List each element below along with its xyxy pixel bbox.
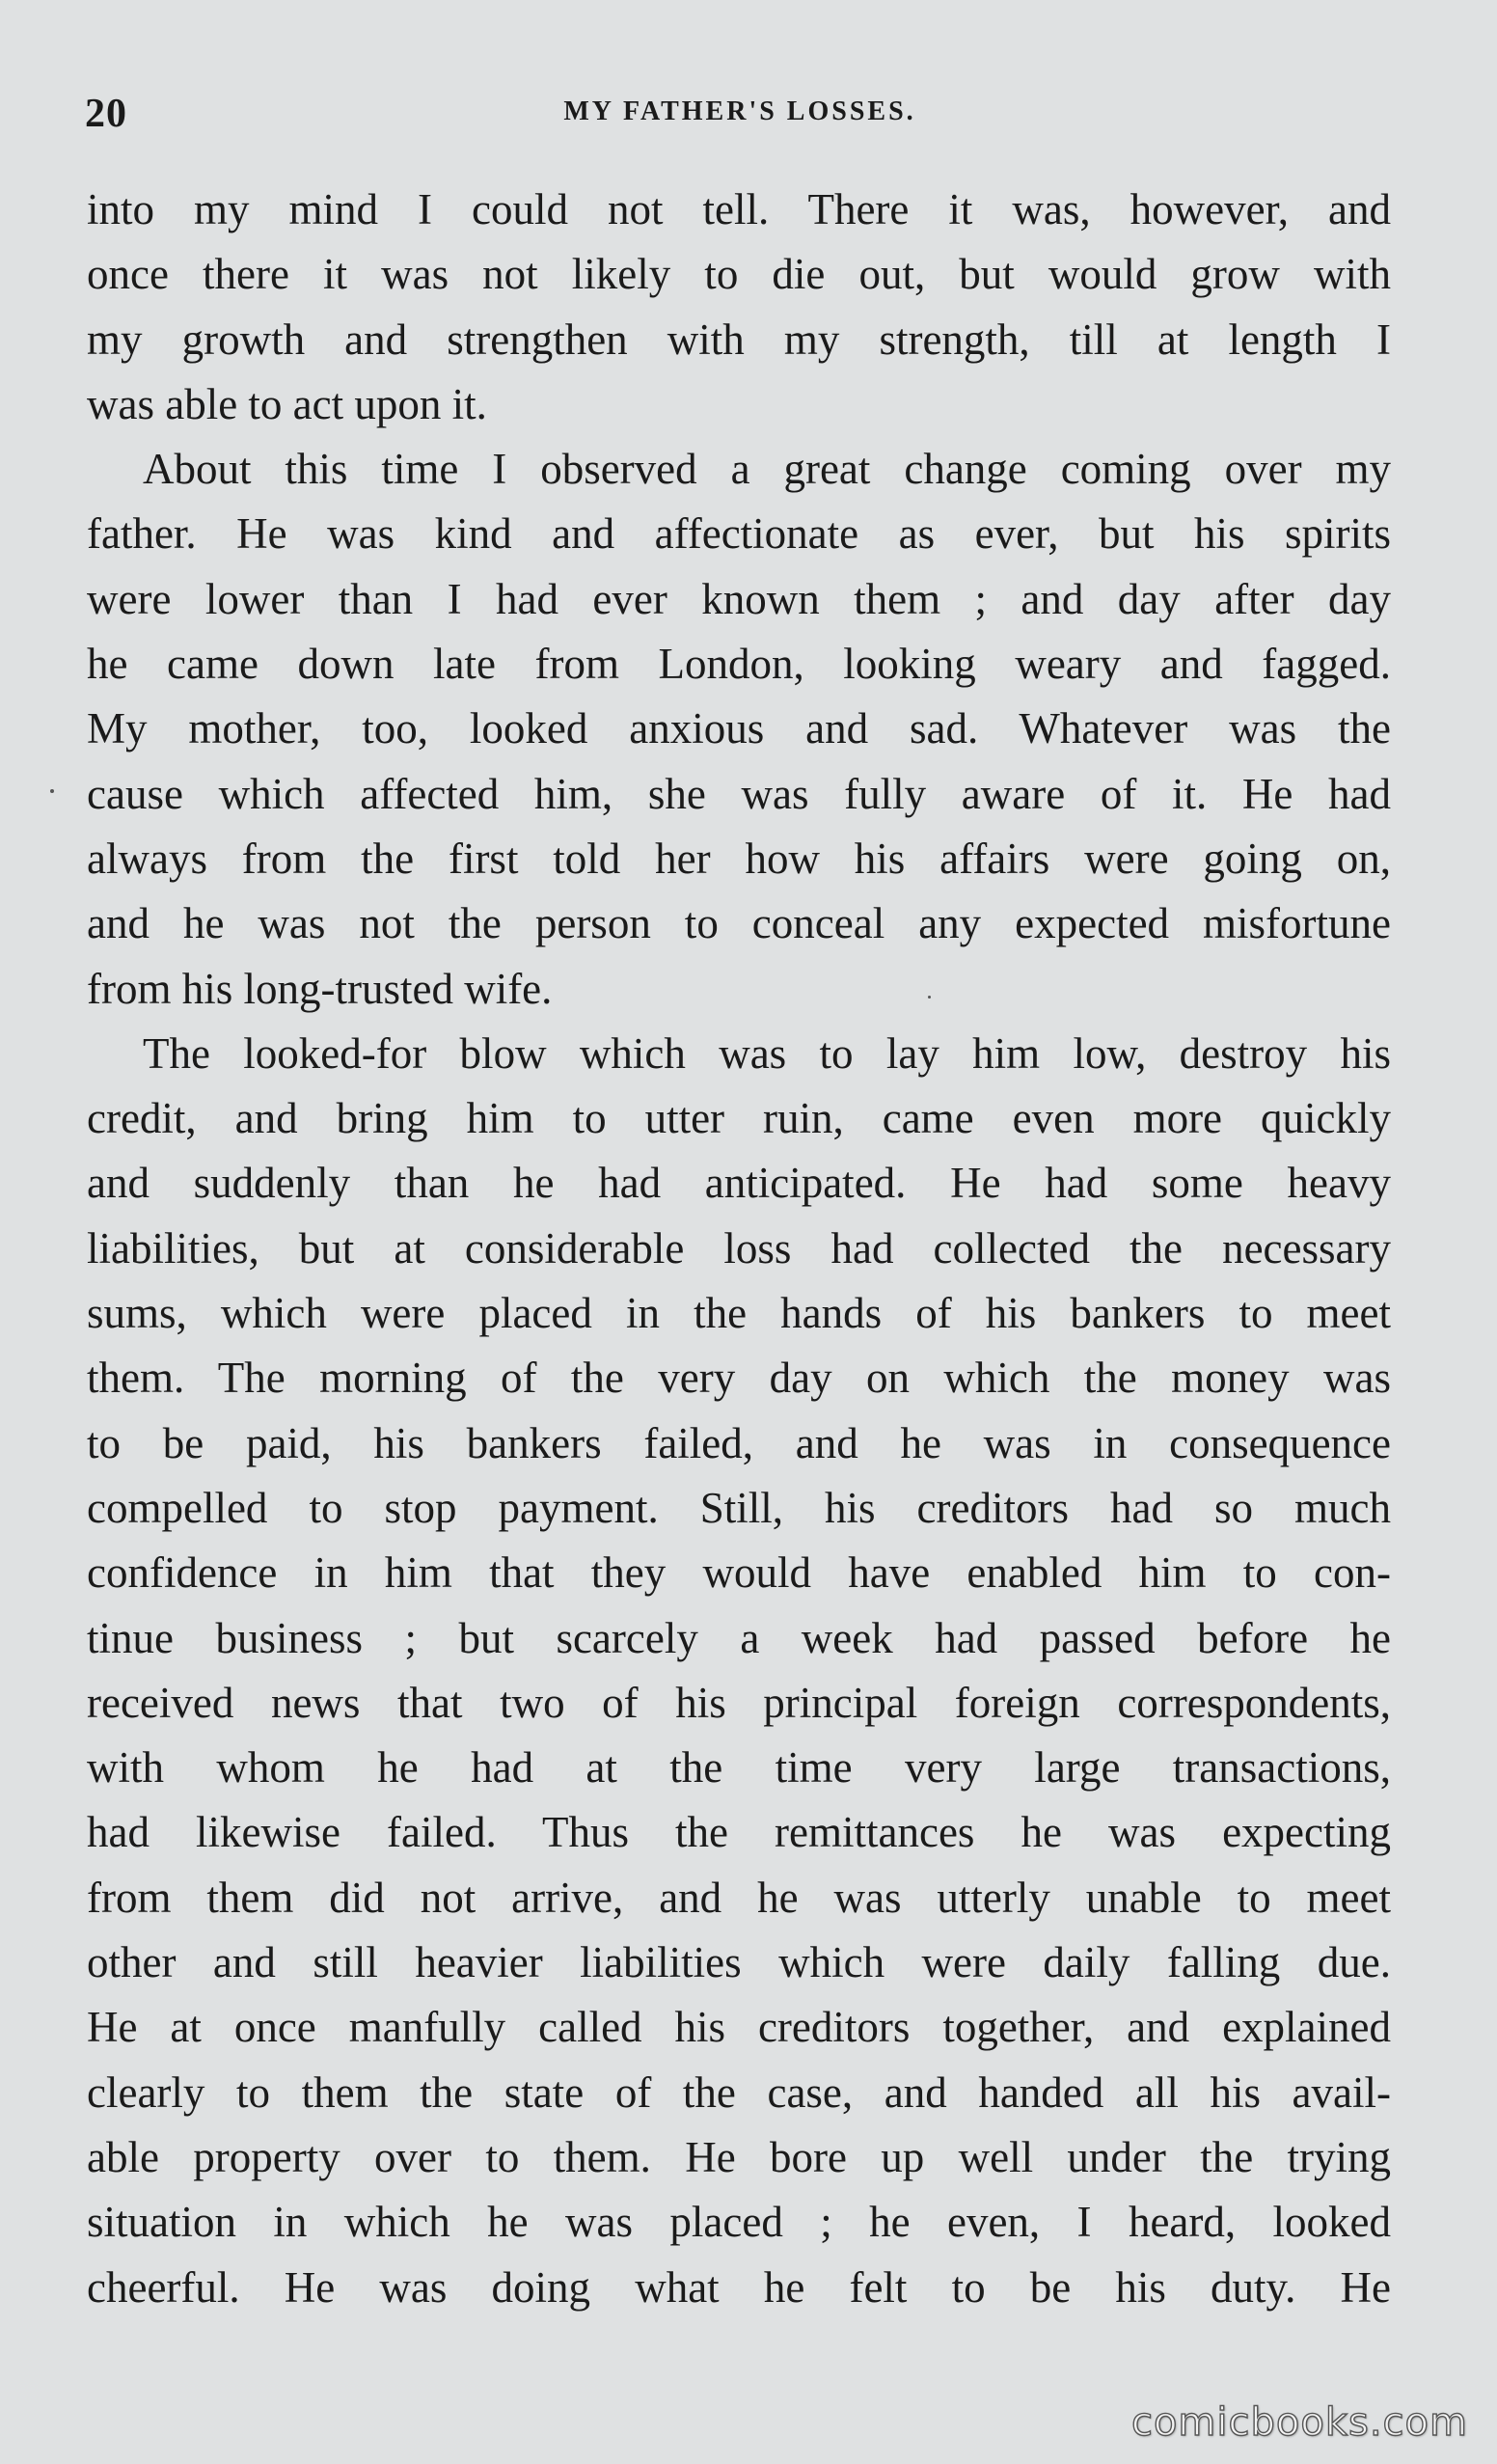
text-line: into my mind I could not tell. There it was, however, and: [87, 185, 1391, 233]
running-title: MY FATHER'S LOSSES.: [563, 96, 916, 126]
text-line: tinue business ; but scarcely a week had passed before he: [87, 1613, 1391, 1662]
paragraph-first-line: The looked-for blow which was to lay him low, destroy his: [143, 1028, 1391, 1078]
text-line: and suddenly than he had anticipated. He had some heavy: [87, 1159, 1391, 1208]
text-line: sums, which were placed in the hands of his bankers to meet: [87, 1289, 1391, 1338]
text-line: father. He was kind and affectionate as ever, but his spirits: [87, 509, 1391, 559]
text-line: credit, and bring him to utter ruin, came even more quickly: [87, 1094, 1391, 1143]
text-line: had likewise failed. Thus the remittances he was expecting: [87, 1808, 1391, 1857]
body-text: [87, 178, 1391, 2320]
text-line: were lower than I had ever known them ; and day after day: [87, 574, 1391, 623]
paragraph-first-line: About this time I observed a great change coming over my: [143, 445, 1391, 494]
text-line: my growth and strengthen with my strength, till at length I: [87, 315, 1391, 364]
text-line: He at once manfully called his creditors together, and explained: [87, 2003, 1391, 2052]
text-line: and he was not the person to conceal any expected misfortune: [87, 899, 1391, 948]
text-line: clearly to them the state of the case, and handed all his avail-: [87, 2067, 1391, 2117]
text-line: My mother, too, looked anxious and sad. Whatever was the: [87, 704, 1391, 753]
text-line: once there it was not likely to die out, but would grow with: [87, 250, 1391, 299]
text-line: cause which affected him, she was fully aware of it. He had: [87, 769, 1391, 818]
text-line: compelled to stop payment. Still, his creditors had so much: [87, 1483, 1391, 1532]
running-head: [85, 85, 1395, 143]
page-number: 20: [85, 92, 127, 136]
text-line: with whom he had at the time very large transactions,: [87, 1743, 1391, 1793]
text-line: able property over to them. He bore up well under the trying: [87, 2132, 1391, 2181]
text-line: always from the first told her how his affairs were going on,: [87, 834, 1391, 883]
text-line: received news that two of his principal foreign correspondents,: [87, 1678, 1391, 1727]
stray-ink-mark: [50, 789, 54, 793]
paragraph-last-line: from his long-trusted wife.: [87, 964, 553, 1013]
text-line: them. The morning of the very day on which the money was: [87, 1354, 1391, 1403]
paragraph-last-line: was able to act upon it.: [87, 379, 487, 428]
text-line: other and still heavier liabilities which were daily falling due.: [87, 1938, 1391, 1987]
text-line: confidence in him that they would have enabled him to con-: [87, 1548, 1391, 1598]
text-line: to be paid, his bankers failed, and he was in consequence: [87, 1418, 1391, 1467]
text-line: he came down late from London, looking weary and fagged.: [87, 640, 1391, 689]
text-line: situation in which he was placed ; he even, I heard, looked: [87, 2198, 1391, 2247]
text-line: liabilities, but at considerable loss had collected the necessary: [87, 1223, 1391, 1273]
site-watermark: comicbooks.com: [1130, 2400, 1468, 2445]
text-line: from them did not arrive, and he was utterly unable to meet: [87, 1873, 1391, 1922]
text-line: cheerful. He was doing what he felt to be his duty. He: [87, 2262, 1391, 2312]
